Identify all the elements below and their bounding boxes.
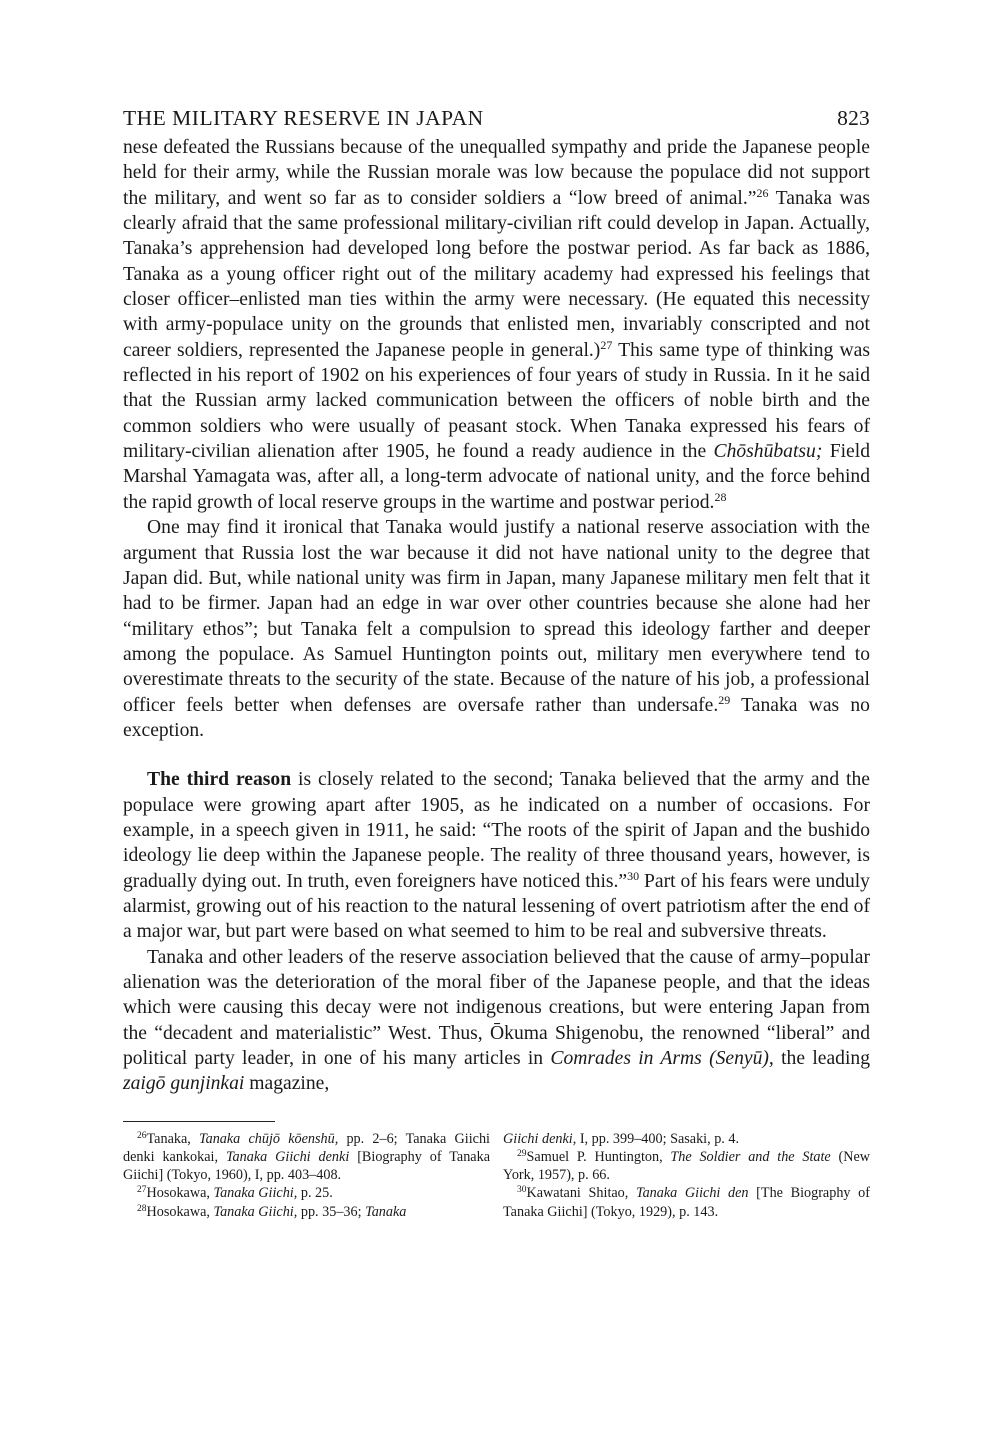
text-run: (New York, 1957), p. 66. [503, 1148, 870, 1184]
text-run: I, pp. 399–400; Sasaki, p. 4. [576, 1130, 740, 1147]
footnote-ref-30: 30 [627, 868, 640, 883]
footnotes-right-column [503, 1130, 870, 1221]
text-run: pp. 35–36; [297, 1203, 366, 1220]
italic-title: Tanaka chūjō kōenshū, [199, 1130, 339, 1147]
running-title: THE MILITARY RESERVE IN JAPAN [123, 106, 484, 130]
footnote-ref-26: 26 [756, 185, 769, 200]
paragraph-3 [123, 767, 870, 944]
italic-term: Chōshūbatsu; [713, 441, 823, 463]
footnote-number: 28 [137, 1203, 147, 1214]
text-run: p. 25. [297, 1185, 333, 1202]
footnote-divider [123, 1121, 275, 1122]
italic-title: Tanaka Giichi den [635, 1185, 749, 1202]
footnote-27 [123, 1184, 490, 1202]
footnotes-left-column [123, 1130, 490, 1221]
footnote-number: 27 [137, 1185, 147, 1196]
text-run: Samuel P. Huntington, [526, 1148, 671, 1165]
italic-title: Tanaka Giichi, [213, 1185, 298, 1202]
footnote-number: 30 [517, 1185, 527, 1196]
italic-title: Tanaka Giichi denki [225, 1148, 350, 1165]
body-text [123, 135, 870, 1097]
text-run: Tanaka was clearly afraid that the same professional military-civilian rift could develop in Japan. Actually, Tanaka’s apprehension had developed long before the postwar period. As far back as 1886, Tanaka as a young officer right out of the military academy had expressed his feelings that closer officer–enlisted man ties within the army were necessary. (He equated this necessity with army-populace unity on the grounds that enlisted men, invariably conscripted and not career soldiers, represented the Japanese people in general.) [123, 187, 870, 361]
text-run: One may find it ironical that Tanaka would justify a national reserve association with the argument that Russia lost the war because it did not have national unity to the degree that Japan did. But, while national unity was firm in Japan, many Japanese military men felt that it had to be firmer. Japan had an edge in war over other countries because she alone had her “military ethos”; but Tanaka felt a compulsion to spread this ideology farther and deeper among the populace. As Samuel Huntington points out, military men everywhere tend to overestimate threats to the security of the state. Because of the nature of his job, a professional officer feels better when defenses are oversafe rather than undersafe. [123, 517, 870, 716]
footnote-26 [123, 1130, 490, 1185]
italic-title: The Soldier and the State [670, 1148, 831, 1165]
text-run: pp. 2–6; Tanaka Giichi denki kankokai, [123, 1130, 490, 1165]
footnote-ref-27: 27 [600, 337, 613, 352]
footnote-30 [503, 1184, 870, 1220]
section-lead: The third reason [147, 769, 292, 791]
footnote-29 [503, 1148, 870, 1184]
italic-title: Tanaka Giichi, [213, 1203, 298, 1220]
italic-title: Tanaka [365, 1203, 407, 1220]
paragraph-1 [123, 135, 870, 515]
text-run: Kawatani Shitao, [526, 1185, 636, 1202]
paragraph-2 [123, 515, 870, 743]
italic-title: Giichi denki, [503, 1130, 577, 1147]
italic-term: zaigō gunjinkai [123, 1073, 245, 1095]
footnotes [123, 1130, 870, 1221]
journal-page [123, 106, 870, 1221]
footnote-28 [123, 1203, 490, 1221]
text-run: [The Biography of Tanaka Giichi] (Tokyo, 1929), p. 143. [503, 1185, 870, 1220]
footnote-number: 29 [517, 1148, 527, 1159]
paragraph-4 [123, 945, 870, 1097]
footnote-number: 26 [137, 1130, 147, 1141]
text-run: Part of his fears were unduly alarmist, growing out of his reaction to the natural lessening of overt patriotism after the end of a major war, but part were based on what seemed to him to be real and subversive threats. [123, 870, 870, 943]
text-run: Tanaka, [146, 1130, 200, 1147]
text-run: nese defeated the Russians because of the unequalled sympathy and pride the Japanese people held for their army, while the Russian morale was low because the populace did not support the military, and went so far as to consider soldiers a “low breed of animal.” [123, 137, 870, 209]
text-run: Tanaka was no exception. [123, 694, 870, 741]
text-run: Hosokawa, [146, 1203, 214, 1220]
text-run: Hosokawa, [146, 1185, 214, 1202]
text-run: This same type of thinking was reflected in his report of 1902 on his experiences of four years of study in Russia. In it he said that the Russian army lacked communication between the officers of noble birth and the common soldiers who were usually of peasant stock. When Tanaka expressed his fears of military-civilian alienation after 1905, he found a ready audience in the [123, 339, 870, 463]
text-run: magazine, [244, 1073, 330, 1095]
text-run: [Biography of Tanaka Giichi] (Tokyo, 1960), I, pp. 403–408. [123, 1148, 490, 1184]
footnote-ref-28: 28 [714, 489, 727, 504]
footnote-ref-29: 29 [718, 692, 731, 707]
page-number: 823 [837, 106, 870, 130]
running-header [123, 106, 870, 131]
text-run: the leading [773, 1048, 870, 1070]
text-run: is closely related to the second; Tanaka believed that the army and the populace were growing apart after 1905, as he indicated on a number of occasions. For example, in a speech given in 1911, he said: “The roots of the spirit of Japan and the bushido ideology lie deep within the Japanese people. The reality of three thousand years, however, is gradually dying out. In truth, even foreigners have noticed this.” [123, 769, 870, 892]
text-run: Field Marshal Yamagata was, after all, a long-term advocate of national unity, and the force behind the rapid growth of local reserve groups in the wartime and postwar period. [123, 441, 870, 513]
italic-title: Comrades in Arms (Senyū), [550, 1048, 774, 1070]
footnote-28-continued [503, 1130, 870, 1148]
text-run: Tanaka and other leaders of the reserve association believed that the cause of army–popular alienation was the deterioration of the moral fiber of the Japanese people, and that the ideas which were causing this decay were not indigenous creations, but were entering Japan from the “decadent and materialistic” West. Thus, Ōkuma Shigenobu, the renowned “liberal” and political party leader, in one of his many articles in [123, 946, 870, 1070]
